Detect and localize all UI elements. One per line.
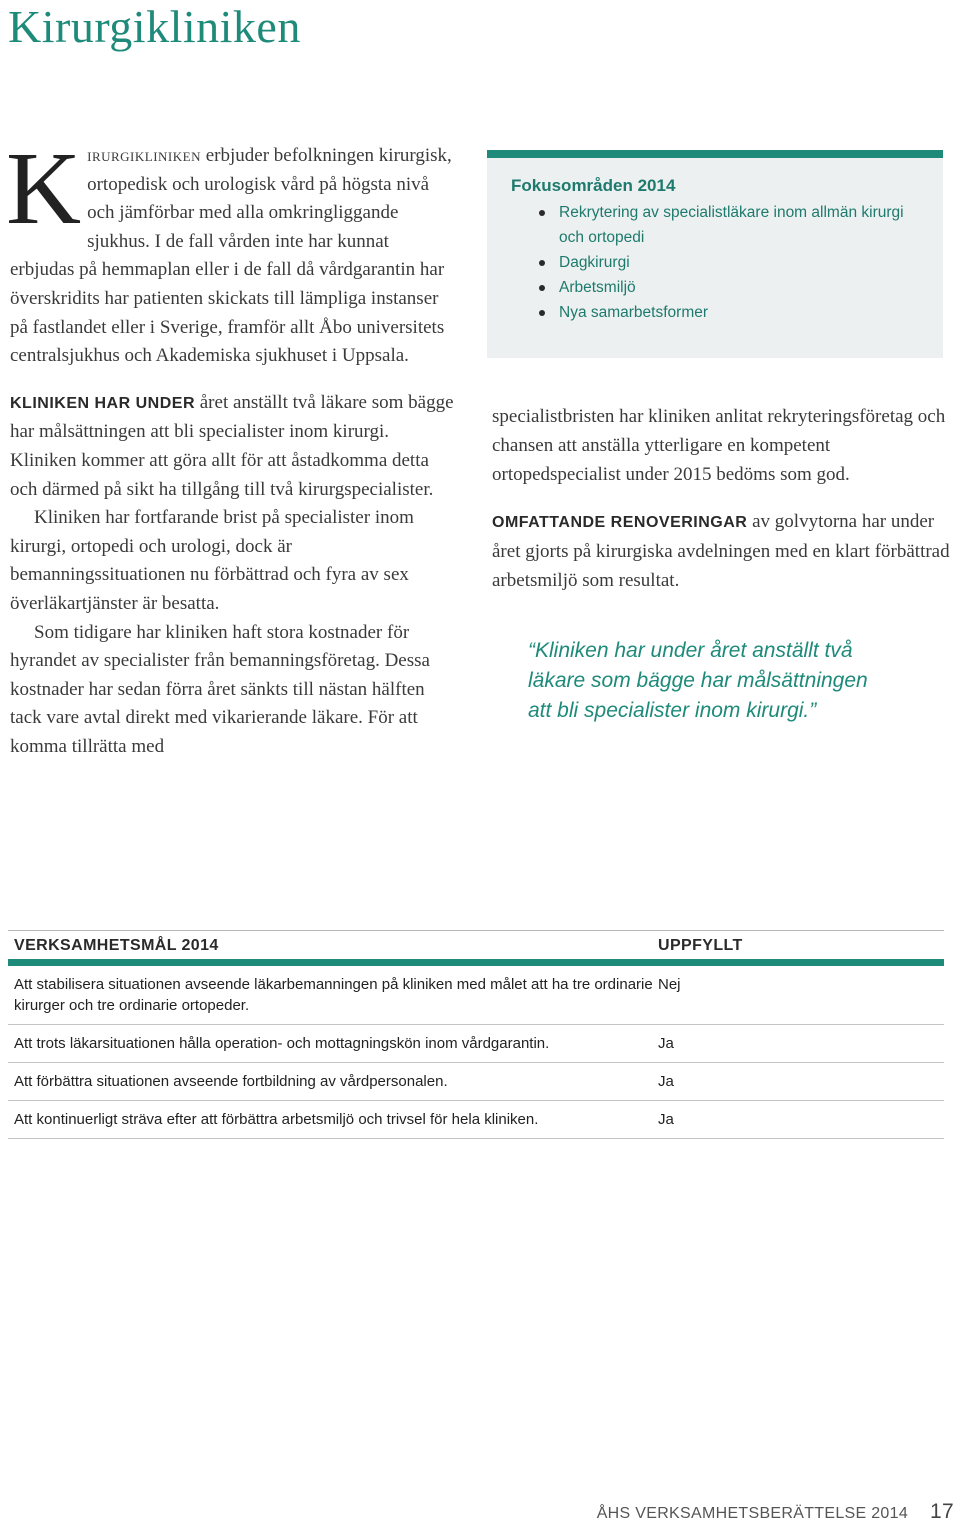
bullet-icon — [539, 285, 545, 291]
right-column — [492, 402, 952, 595]
focus-box — [487, 150, 943, 358]
renovation-paragraph — [492, 507, 952, 595]
section2-lead: KLINIKEN HAR UNDER — [10, 394, 195, 412]
bullet-icon — [539, 210, 545, 216]
dropcap-letter: K — [6, 131, 82, 246]
focus-title: Fokusområden 2014 — [511, 176, 676, 195]
left-column — [6, 131, 455, 761]
goal-text: Att förbättra situationen avseende fortbildning av vårdpersonalen. — [14, 1073, 448, 1090]
table-row — [8, 966, 944, 1025]
goal-text: Att trots läkarsituationen hålla operation- och mottagningskön inom vårdgarantin. — [14, 1035, 550, 1052]
goal-status: Nej — [658, 976, 681, 993]
goal-text: Att stabilisera situationen avseende läkarbemanningen på kliniken med målet att ha tre ordinarie kirurger och tre ordinarie ortopeder. — [14, 976, 653, 1014]
intro-paragraph — [6, 131, 455, 371]
focus-item: Dagkirurgi — [511, 250, 919, 275]
renovation-lead: OMFATTANDE RENOVERINGAR — [492, 514, 748, 531]
goal-status: Ja — [658, 1111, 674, 1128]
bullet-icon — [539, 260, 545, 266]
focus-item: Nya samarbetsformer — [511, 300, 919, 325]
goal-status: Ja — [658, 1073, 674, 1090]
footer-label: ÅHS VERKSAMHETSBERÄTTELSE 2014 — [596, 1505, 909, 1522]
focus-list — [511, 200, 919, 325]
goal-status: Ja — [658, 1035, 674, 1052]
page-footer — [597, 1500, 954, 1523]
table-row — [8, 1063, 944, 1101]
section2-paragraph — [10, 389, 455, 504]
right-continuation: specialistbristen har kliniken anlitat rekryteringsföretag och chansen att anställa ytterligare en kompetent ortopedspecialist under 2015 bedöms som god. — [492, 406, 946, 485]
pull-quote: “Kliniken har under året anställt två läkare som bägge har målsättningen att bli specialister inom kirurgi.” — [528, 639, 868, 722]
goals-header — [8, 930, 944, 959]
goals-header-status: UPPFYLLT — [658, 937, 743, 954]
goal-text: Att kontinuerligt sträva efter att förbättra arbetsmiljö och trivsel för hela kliniken. — [14, 1111, 539, 1128]
intro-smallcaps-lead: irurgikliniken — [87, 145, 201, 166]
page-number: 17 — [930, 1500, 954, 1523]
focus-item: Rekrytering av specialistläkare inom allmän kirurgi och ortopedi — [511, 200, 919, 250]
section2-para3: Som tidigare har kliniken haft stora kostnader för hyrandet av specialister från bemanningsföretag. Dessa kostnader har sedan förra året sänkts till nästan hälften tack vare avtal direkt med vikarierande läkare. För att komma tillrätta med — [10, 621, 430, 757]
renovation-text: av golvytorna har under året gjorts på kirurgiska avdelningen med en klart förbättrad arbetsmiljö som resultat. — [492, 511, 950, 591]
table-row — [8, 1101, 944, 1139]
page-title: Kirurgikliniken — [8, 1, 301, 52]
goals-table — [8, 930, 944, 1139]
table-row — [8, 1025, 944, 1063]
intro-text: erbjuder befolkningen kirurgisk, ortopedisk och urologisk vård på högsta nivå och jämförbar med alla omkringliggande sjukhus. I de fall vården inte har kunnat erbjudas på hemmaplan eller i de fall då vårdgarantin har överskridits har patienten skickats till lämpliga instanser på fastlandet eller i Sverige, framför allt Åbo universitets centralsjukhus och Akademiska sjukhuset i Uppsala. — [10, 145, 452, 367]
goals-header-goal: VERKSAMHETSMÅL 2014 — [14, 937, 219, 954]
section2-text: året anställt två läkare som bägge har målsättningen att bli specialister inom kirurgi. Kliniken kommer att göra allt för att åstadkomma detta och därmed på sikt ha tillgång till två kirurgspecialister. — [10, 391, 454, 500]
bullet-icon — [539, 310, 545, 316]
goals-divider — [8, 959, 944, 966]
section2-para2: Kliniken har fortfarande brist på specialister inom kirurgi, ortopedi och urologi, dock är bemanningssituationen nu förbättrad och fyra av sex överläkartjänster är besatta. — [10, 507, 414, 614]
focus-item: Arbetsmiljö — [511, 275, 919, 300]
